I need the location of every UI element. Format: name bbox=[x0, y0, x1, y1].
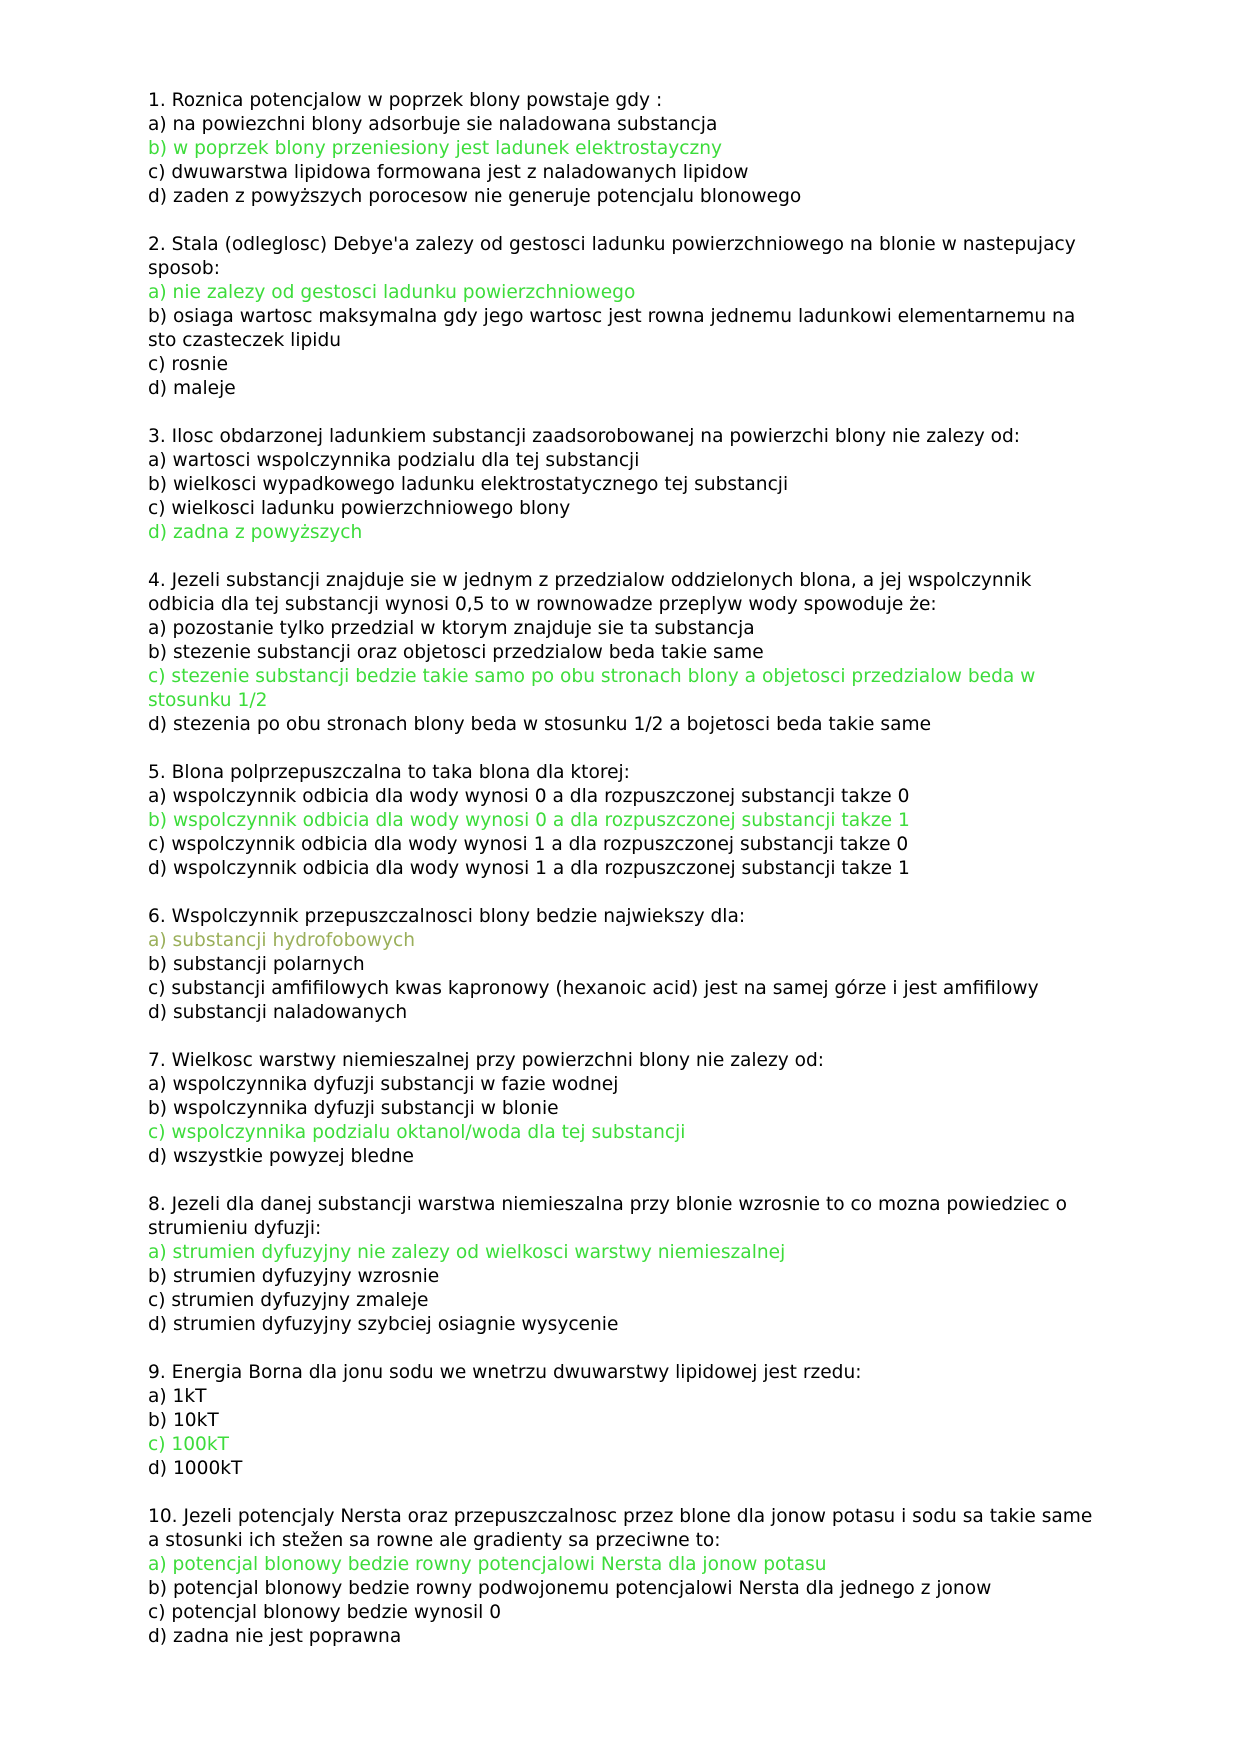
answer-option: c) potencjal blonowy bedzie wynosil 0 bbox=[148, 1602, 502, 1623]
answer-option: a) pozostanie tylko przedzial w ktorym znajduje sie ta substancja bbox=[148, 618, 755, 639]
answer-option: a) 1kT bbox=[148, 1386, 207, 1407]
question-text: 1. Roznica potencjalow w poprzek blony powstaje gdy : bbox=[148, 90, 663, 111]
question-block bbox=[148, 89, 1098, 209]
answer-option: b) substancji polarnych bbox=[148, 954, 365, 975]
answer-option-correct: a) potencjal blonowy bedzie rowny potencjalowi Nersta dla jonow potasu bbox=[148, 1554, 827, 1575]
question-block bbox=[148, 1193, 1098, 1337]
answer-option: b) potencjal blonowy bedzie rowny podwojonemu potencjalowi Nersta dla jednego z jonow bbox=[148, 1578, 992, 1599]
answer-option: d) wszystkie powyzej bledne bbox=[148, 1146, 414, 1167]
question-block bbox=[148, 1361, 1098, 1481]
question-block bbox=[148, 569, 1098, 737]
answer-option: a) substancji hydrofobowych bbox=[148, 930, 415, 951]
question-text: 3. Ilosc obdarzonej ladunkiem substancji zaadsorobowanej na powierzchi blony nie zalezy od: bbox=[148, 426, 1021, 447]
question-text: 6. Wspolczynnik przepuszczalnosci blony bedzie najwiekszy dla: bbox=[148, 906, 746, 927]
question-text: 10. Jezeli potencjaly Nersta oraz przepuszczalnosc przez blone dla jonow potasu i sodu sa takie same a stosunki ich stežen sa rowne ale gradienty sa przeciwne to: bbox=[148, 1506, 1093, 1551]
answer-option-correct: d) zadna z powyższych bbox=[148, 522, 363, 543]
answer-option: c) strumien dyfuzyjny zmaleje bbox=[148, 1290, 429, 1311]
answer-option: b) 10kT bbox=[148, 1410, 219, 1431]
answer-option: b) wspolczynnika dyfuzji substancji w blonie bbox=[148, 1098, 559, 1119]
answer-option: d) zadna nie jest poprawna bbox=[148, 1626, 402, 1647]
question-block bbox=[148, 425, 1098, 545]
answer-option-correct: a) strumien dyfuzyjny nie zalezy od wielkosci warstwy niemieszalnej bbox=[148, 1242, 786, 1263]
question-text: 5. Blona polprzepuszczalna to taka blona dla ktorej: bbox=[148, 762, 630, 783]
answer-option: c) wspolczynnik odbicia dla wody wynosi 1 a dla rozpuszczonej substancji takze 0 bbox=[148, 834, 909, 855]
question-block bbox=[148, 233, 1098, 401]
answer-option-correct: b) w poprzek blony przeniesiony jest ladunek elektrostayczny bbox=[148, 138, 723, 159]
question-block bbox=[148, 1049, 1098, 1169]
answer-option: b) wielkosci wypadkowego ladunku elektrostatycznego tej substancji bbox=[148, 474, 789, 495]
answer-option: b) osiaga wartosc maksymalna gdy jego wartosc jest rowna jednemu ladunkowi elementarnemu na sto czasteczek lipidu bbox=[148, 306, 1076, 351]
answer-option: d) 1000kT bbox=[148, 1458, 243, 1479]
answer-option: d) zaden z powyższych porocesow nie generuje potencjalu blonowego bbox=[148, 186, 802, 207]
question-text: 9. Energia Borna dla jonu sodu we wnetrzu dwuwarstwy lipidowej jest rzedu: bbox=[148, 1362, 862, 1383]
question-block bbox=[148, 905, 1098, 1025]
question-list bbox=[148, 89, 1098, 1673]
question-text: 4. Jezeli substancji znajduje sie w jednym z przedzialow oddzielonych blona, a jej wspolczynnik odbicia dla tej substancji wynosi 0,5 to w rownowadze przeplyw wody spowoduje że: bbox=[148, 570, 1032, 615]
answer-option-correct: c) 100kT bbox=[148, 1434, 230, 1455]
answer-option: b) stezenie substancji oraz objetosci przedzialow beda takie same bbox=[148, 642, 764, 663]
answer-option-correct: c) stezenie substancji bedzie takie samo po obu stronach blony a objetosci przedzialow beda w stosunku 1/2 bbox=[148, 666, 1036, 711]
answer-option: c) dwuwarstwa lipidowa formowana jest z naladowanych lipidow bbox=[148, 162, 749, 183]
question-text: 8. Jezeli dla danej substancji warstwa niemieszalna przy blonie wzrosnie to co mozna powiedziec o strumieniu dyfuzji: bbox=[148, 1194, 1068, 1239]
question-text: 7. Wielkosc warstwy niemieszalnej przy powierzchni blony nie zalezy od: bbox=[148, 1050, 825, 1071]
answer-option-correct: a) nie zalezy od gestosci ladunku powierzchniowego bbox=[148, 282, 636, 303]
answer-option: b) strumien dyfuzyjny wzrosnie bbox=[148, 1266, 440, 1287]
answer-option: a) wartosci wspolczynnika podzialu dla tej substancji bbox=[148, 450, 640, 471]
answer-option: c) wielkosci ladunku powierzchniowego blony bbox=[148, 498, 571, 519]
answer-option: c) substancji amfifilowych kwas kapronowy (hexanoic acid) jest na samej górze i jest amfifilowy bbox=[148, 978, 1039, 999]
answer-option: d) stezenia po obu stronach blony beda w stosunku 1/2 a bojetosci beda takie same bbox=[148, 714, 932, 735]
answer-option: d) maleje bbox=[148, 378, 236, 399]
answer-option: a) wspolczynnik odbicia dla wody wynosi 0 a dla rozpuszczonej substancji takze 0 bbox=[148, 786, 910, 807]
question-block bbox=[148, 1505, 1098, 1649]
answer-option-correct: b) wspolczynnik odbicia dla wody wynosi 0 a dla rozpuszczonej substancji takze 1 bbox=[148, 810, 910, 831]
answer-option: a) wspolczynnika dyfuzji substancji w fazie wodnej bbox=[148, 1074, 619, 1095]
answer-option: d) wspolczynnik odbicia dla wody wynosi 1 a dla rozpuszczonej substancji takze 1 bbox=[148, 858, 910, 879]
answer-option: a) na powiezchni blony adsorbuje sie naladowana substancja bbox=[148, 114, 718, 135]
answer-option-correct: c) wspolczynnika podzialu oktanol/woda dla tej substancji bbox=[148, 1122, 686, 1143]
answer-option: d) strumien dyfuzyjny szybciej osiagnie wysycenie bbox=[148, 1314, 619, 1335]
question-text: 2. Stala (odleglosc) Debye'a zalezy od gestosci ladunku powierzchniowego na blonie w nastepujacy sposob: bbox=[148, 234, 1076, 279]
answer-option: c) rosnie bbox=[148, 354, 229, 375]
answer-option: d) substancji naladowanych bbox=[148, 1002, 408, 1023]
question-block bbox=[148, 761, 1098, 881]
